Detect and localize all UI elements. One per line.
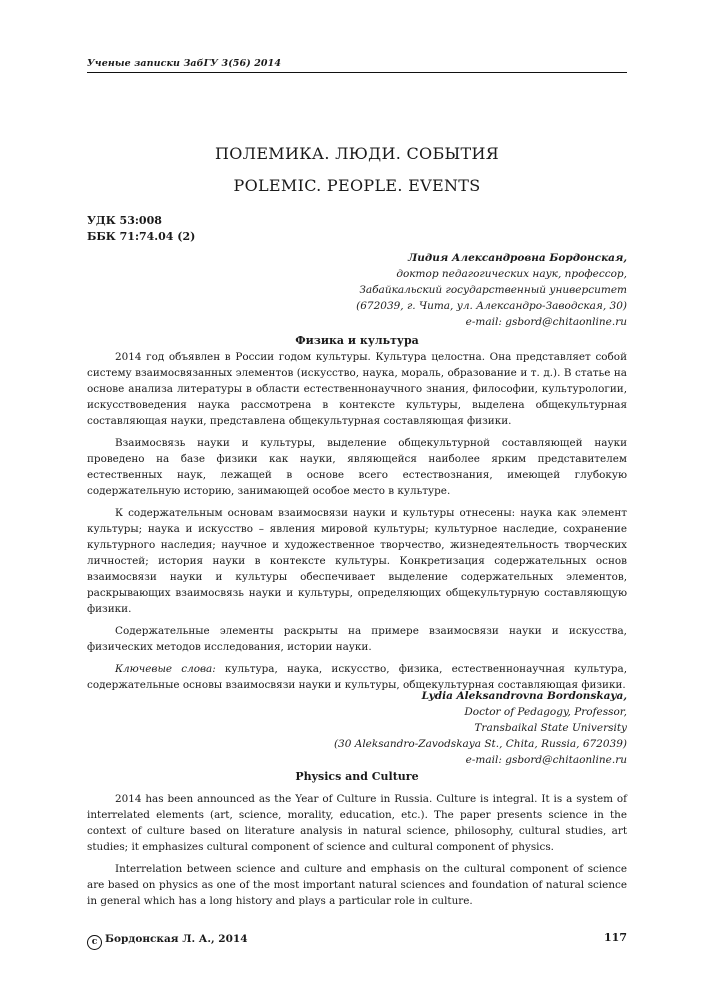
- bbk-code: ББК 71:74.04 (2): [87, 230, 196, 243]
- keywords-label-ru: Ключевые слова:: [115, 663, 216, 675]
- copyright-notice: [87, 933, 248, 950]
- page-number: 117: [604, 931, 627, 944]
- abstract-ru-paragraph: К содержательным основам взаимосвязи науки и культуры отнесены: наука как элемент культуры; наука и искусство – явления мировой культуры; культурное наследие, сохранение культурного наследия; научное и художественное творчество, жизнедеятельность творческих личностей; история науки в контексте культуры. Конкретизация содержательных основ взаимосвязи науки и культуры обеспечивает выделение содержательных элементов, раскрывающих взаимосвязь науки и культуры, определяющих общекультурную составляющую физики.: [87, 507, 627, 615]
- keywords-text-ru: культура, наука, искусство, физика, естественнонаучная культура, содержательные основы взаимосвязи науки и культуры, общекультурная составляющая физики.: [87, 663, 627, 691]
- author-email-en: e-mail: gsbord@chitaonline.ru: [465, 754, 627, 766]
- author-name-ru: Лидия Александровна Бордонская,: [408, 252, 627, 264]
- classification-codes: [87, 213, 195, 245]
- abstract-en: [87, 791, 627, 915]
- section-title-ru: ПОЛЕМИКА. ЛЮДИ. СОБЫТИЯ: [215, 144, 499, 163]
- author-address-en: (30 Aleksandro-Zavodskaya St., Chita, Russia, 672039): [333, 738, 627, 750]
- abstract-ru-paragraph: Взаимосвязь науки и культуры, выделение общекультурной составляющей науки проведено на базе физики как науки, являющейся наиболее ярким представителем естественных наук, лежащей в основе всего естествознания, имеющей глубокую содержательную историю, занимающей особое место в культуре.: [87, 437, 627, 497]
- author-affiliation-en: Transbaikal State University: [474, 722, 627, 734]
- author-block-en: [334, 688, 627, 768]
- article-title-ru: Физика и культура: [295, 334, 419, 347]
- running-header: Ученые записки ЗабГУ 3(56) 2014: [87, 58, 282, 69]
- abstract-en-paragraph: Interrelation between science and culture and emphasis on the cultural component of science are based on physics as one of the most important natural sciences and foundation of natural science in general which has a long history and plays a particular role in culture.: [87, 863, 627, 907]
- abstract-ru-paragraph: 2014 год объявлен в России годом культуры. Культура целостна. Она представляет собой систему взаимосвязанных элементов (искусство, наука, мораль, образование и т. д.). В статье на основе анализа литературы в области естественнонаучного знания, философии, культурологии, искусствоведения наука рассмотрена в контексте культуры, выделена общекультурная составляющая науки, представлена общекультурная составляющая физики.: [87, 351, 627, 427]
- header-rule: [87, 72, 627, 73]
- author-degree-ru: доктор педагогических наук, профессор,: [396, 268, 627, 280]
- author-address-ru: (672039, г. Чита, ул. Александро-Заводская, 30): [356, 300, 627, 312]
- journal-page: [87, 0, 627, 1004]
- abstract-ru-paragraph: Содержательные элементы раскрыты на примере взаимосвязи науки и искусства, физических методов исследования, истории науки.: [87, 625, 627, 653]
- article-title-en: Physics and Culture: [295, 770, 419, 783]
- abstract-en-paragraph: 2014 has been announced as the Year of Culture in Russia. Culture is integral. It is a system of interrelated elements (art, science, morality, education, etc.). The paper presents science in the context of culture based on literature analysis in natural science, philosophy, cultural studies, art studies; it emphasizes cultural component of science and cultural component of physics.: [87, 793, 627, 853]
- copyright-text: Бордонская Л. А., 2014: [105, 933, 248, 945]
- author-affiliation-ru: Забайкальский государственный университет: [359, 284, 627, 296]
- copyright-icon: c: [87, 935, 102, 950]
- author-name-en: Lydia Aleksandrovna Bordonskaya,: [421, 690, 627, 702]
- author-email-ru: e-mail: gsbord@chitaonline.ru: [465, 316, 627, 328]
- author-block-ru: [356, 250, 627, 330]
- udk-code: УДК 53:008: [87, 214, 162, 227]
- section-title-en: POLEMIC. PEOPLE. EVENTS: [233, 176, 481, 195]
- abstract-ru: [87, 349, 627, 699]
- author-degree-en: Doctor of Pedagogy, Professor,: [464, 706, 627, 718]
